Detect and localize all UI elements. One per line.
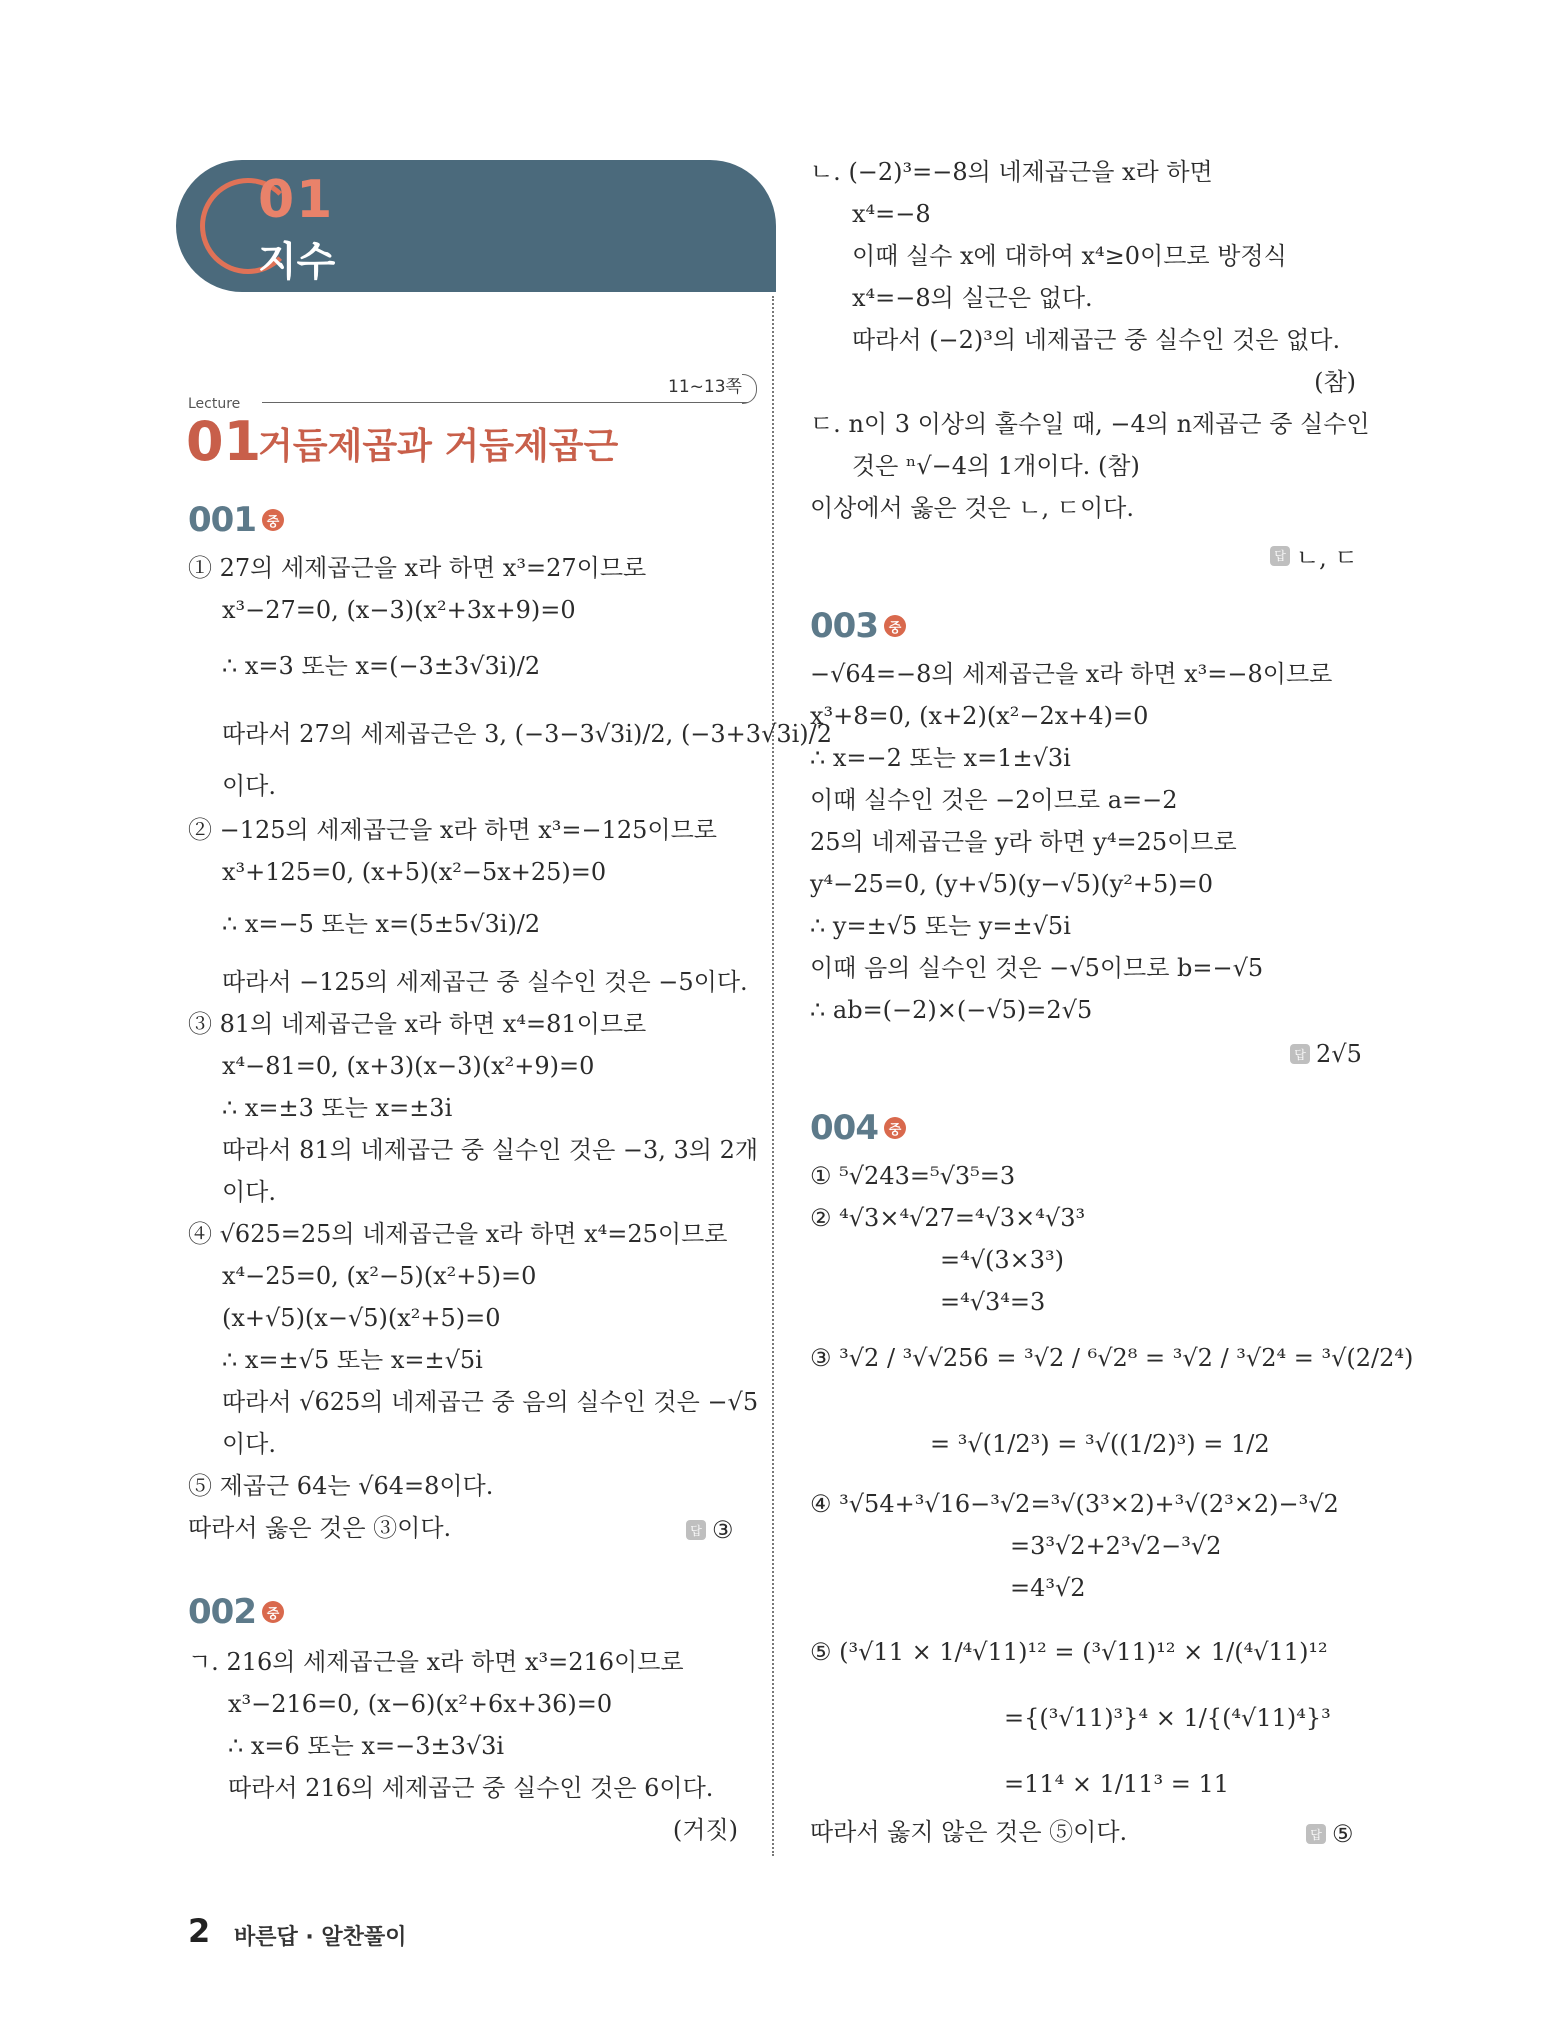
solution-line: 따라서 (−2)³의 네제곱근 중 실수인 것은 없다. (852, 326, 1341, 354)
solution-line: ={(³√11)³}⁴ × 1/{(⁴√11)⁴}³ (1004, 1704, 1331, 1732)
problem-003-heading (810, 606, 906, 646)
page-number: 2 (188, 1912, 211, 1950)
solution-line: x⁴−81=0, (x+3)(x−3)(x²+9)=0 (222, 1052, 595, 1080)
solution-line: ∴ x=6 또는 x=−3±3√3i (228, 1732, 505, 1760)
lecture-pages: 11~13쪽 (668, 377, 742, 397)
solution-line: −√64=−8의 세제곱근을 x라 하면 x³=−8이므로 (810, 660, 1333, 688)
chapter-title: 지수 (258, 239, 336, 285)
chapter-banner (176, 160, 776, 292)
difficulty-badge: 중 (262, 509, 284, 531)
solution-line: ② −125의 세제곱근을 x라 하면 x³=−125이므로 (188, 816, 717, 844)
solution-line: 이상에서 옳은 것은 ㄴ, ㄷ이다. (810, 494, 1134, 522)
solution-line: = ³√(1/2³) = ³√((1/2)³) = 1/2 (930, 1430, 1270, 1458)
solution-line: ① 27의 세제곱근을 x라 하면 x³=27이므로 (188, 554, 647, 582)
solution-line: 따라서 216의 세제곱근 중 실수인 것은 6이다. (228, 1774, 714, 1802)
solution-line: ∴ x=±√5 또는 x=±√5i (222, 1346, 483, 1374)
answer-001 (686, 1516, 734, 1544)
solution-line: ② ⁴√3×⁴√27=⁴√3×⁴√3³ (810, 1204, 1086, 1232)
answer-icon: 답 (1306, 1824, 1326, 1844)
solution-line: ⑤ (³√11 × 1/⁴√11)¹² = (³√11)¹² × 1/(⁴√11)¹² (810, 1638, 1328, 1666)
solution-line: 이때 실수인 것은 −2이므로 a=−2 (810, 786, 1178, 814)
solution-line: 따라서 옳은 것은 ③이다. (188, 1514, 452, 1542)
answer-icon: 답 (1270, 546, 1290, 566)
solution-line: 이다. (222, 1178, 276, 1206)
solution-line: x³−216=0, (x−6)(x²+6x+36)=0 (228, 1690, 613, 1718)
solution-line: x⁴=−8의 실근은 없다. (852, 284, 1093, 312)
solution-line: ① ⁵√243=⁵√3⁵=3 (810, 1162, 1016, 1190)
column-divider (772, 296, 774, 1856)
solution-line: ④ √625=25의 네제곱근을 x라 하면 x⁴=25이므로 (188, 1220, 728, 1248)
solution-line: 것은 ⁿ√−4의 1개이다. (참) (852, 452, 1140, 480)
answer-002 (1270, 538, 1358, 573)
answer-004 (1306, 1820, 1354, 1848)
solution-line: 따라서 27의 세제곱근은 3, (−3−3√3i)/2, (−3+3√3i)/2 (222, 720, 833, 748)
solution-line: x³−27=0, (x−3)(x²+3x+9)=0 (222, 596, 576, 624)
solution-line: 따라서 81의 네제곱근 중 실수인 것은 −3, 3의 2개 (222, 1136, 759, 1164)
solution-line: 따라서 √625의 네제곱근 중 음의 실수인 것은 −√5 (222, 1388, 759, 1416)
solution-line: ㄱ. 216의 세제곱근을 x라 하면 x³=216이므로 (188, 1648, 684, 1676)
answer-icon: 답 (1290, 1044, 1310, 1064)
answer-value: ㄴ, ㄷ (1296, 544, 1358, 572)
answer-003 (1290, 1040, 1362, 1068)
answer-icon: 답 (686, 1520, 706, 1540)
lecture-rule-cap (742, 374, 757, 404)
solution-line: 따라서 −125의 세제곱근 중 실수인 것은 −5이다. (222, 968, 748, 996)
problem-number: 004 (810, 1108, 878, 1148)
solution-line: =⁴√3⁴=3 (940, 1288, 1046, 1316)
lecture-title: 거듭제곱과 거듭제곱근 (258, 426, 619, 467)
problem-004-heading (810, 1108, 906, 1148)
solution-line: ③ 81의 네제곱근을 x라 하면 x⁴=81이므로 (188, 1010, 647, 1038)
chapter-number: 01 (258, 170, 335, 230)
solution-line: ③ ³√2 / ³√√256 = ³√2 / ⁶√2⁸ = ³√2 / ³√2⁴ = ³√(2/2⁴) (810, 1344, 1414, 1372)
solution-line: ∴ x=±3 또는 x=±3i (222, 1094, 453, 1122)
solution-line: ㄴ. (−2)³=−8의 네제곱근을 x라 하면 (810, 158, 1213, 186)
solution-line: 따라서 옳지 않은 것은 ⑤이다. (810, 1818, 1128, 1846)
answer-value: ③ (712, 1516, 734, 1544)
difficulty-badge: 중 (884, 615, 906, 637)
solution-line: =11⁴ × 1/11³ = 11 (1004, 1770, 1230, 1798)
solution-line: 25의 네제곱근을 y라 하면 y⁴=25이므로 (810, 828, 1237, 856)
solution-line: =3³√2+2³√2−³√2 (1010, 1532, 1222, 1560)
solution-line: ∴ x=−5 또는 x=(5±5√3i)/2 (222, 910, 541, 938)
problem-number: 001 (188, 500, 256, 540)
solution-line: 이때 음의 실수인 것은 −√5이므로 b=−√5 (810, 954, 1264, 982)
solution-line: x³+8=0, (x+2)(x²−2x+4)=0 (810, 702, 1149, 730)
solution-line: x³+125=0, (x+5)(x²−5x+25)=0 (222, 858, 607, 886)
solution-line: ④ ³√54+³√16−³√2=³√(3³×2)+³√(2³×2)−³√2 (810, 1490, 1339, 1518)
solution-line: 이다. (222, 1430, 276, 1458)
solution-line: ⑤ 제곱근 64는 √64=8이다. (188, 1472, 494, 1500)
footer-title: 바른답 · 알찬풀이 (234, 1925, 407, 1950)
answer-value: 2√5 (1316, 1040, 1362, 1068)
lecture-rule (262, 402, 748, 403)
solution-line: ㄷ. n이 3 이상의 홀수일 때, −4의 n제곱근 중 실수인 (810, 410, 1370, 438)
problem-002-heading (188, 1592, 284, 1632)
difficulty-badge: 중 (884, 1117, 906, 1139)
difficulty-badge: 중 (262, 1601, 284, 1623)
solution-verdict: (거짓) (672, 1816, 738, 1844)
solution-verdict: (참) (1314, 368, 1356, 396)
solution-line: =⁴√(3×3³) (940, 1246, 1065, 1274)
solution-line: 이다. (222, 772, 276, 800)
solution-line: (x+√5)(x−√5)(x²+5)=0 (222, 1304, 501, 1332)
solution-line: x⁴−25=0, (x²−5)(x²+5)=0 (222, 1262, 537, 1290)
lecture-number: 01 (186, 410, 262, 473)
solution-line: =4³√2 (1010, 1574, 1086, 1602)
solution-line: 이때 실수 x에 대하여 x⁴≥0이므로 방정식 (852, 242, 1287, 270)
solution-line: ∴ ab=(−2)×(−√5)=2√5 (810, 996, 1093, 1024)
lecture-label: Lecture (188, 396, 241, 412)
problem-number: 002 (188, 1592, 256, 1632)
solution-line: ∴ x=3 또는 x=(−3±3√3i)/2 (222, 652, 541, 680)
solution-line: ∴ x=−2 또는 x=1±√3i (810, 744, 1071, 772)
solution-line: x⁴=−8 (852, 200, 931, 228)
problem-001-heading (188, 500, 284, 540)
problem-number: 003 (810, 606, 878, 646)
answer-value: ⑤ (1332, 1820, 1354, 1848)
solution-line: ∴ y=±√5 또는 y=±√5i (810, 912, 1071, 940)
solution-line: y⁴−25=0, (y+√5)(y−√5)(y²+5)=0 (810, 870, 1214, 898)
